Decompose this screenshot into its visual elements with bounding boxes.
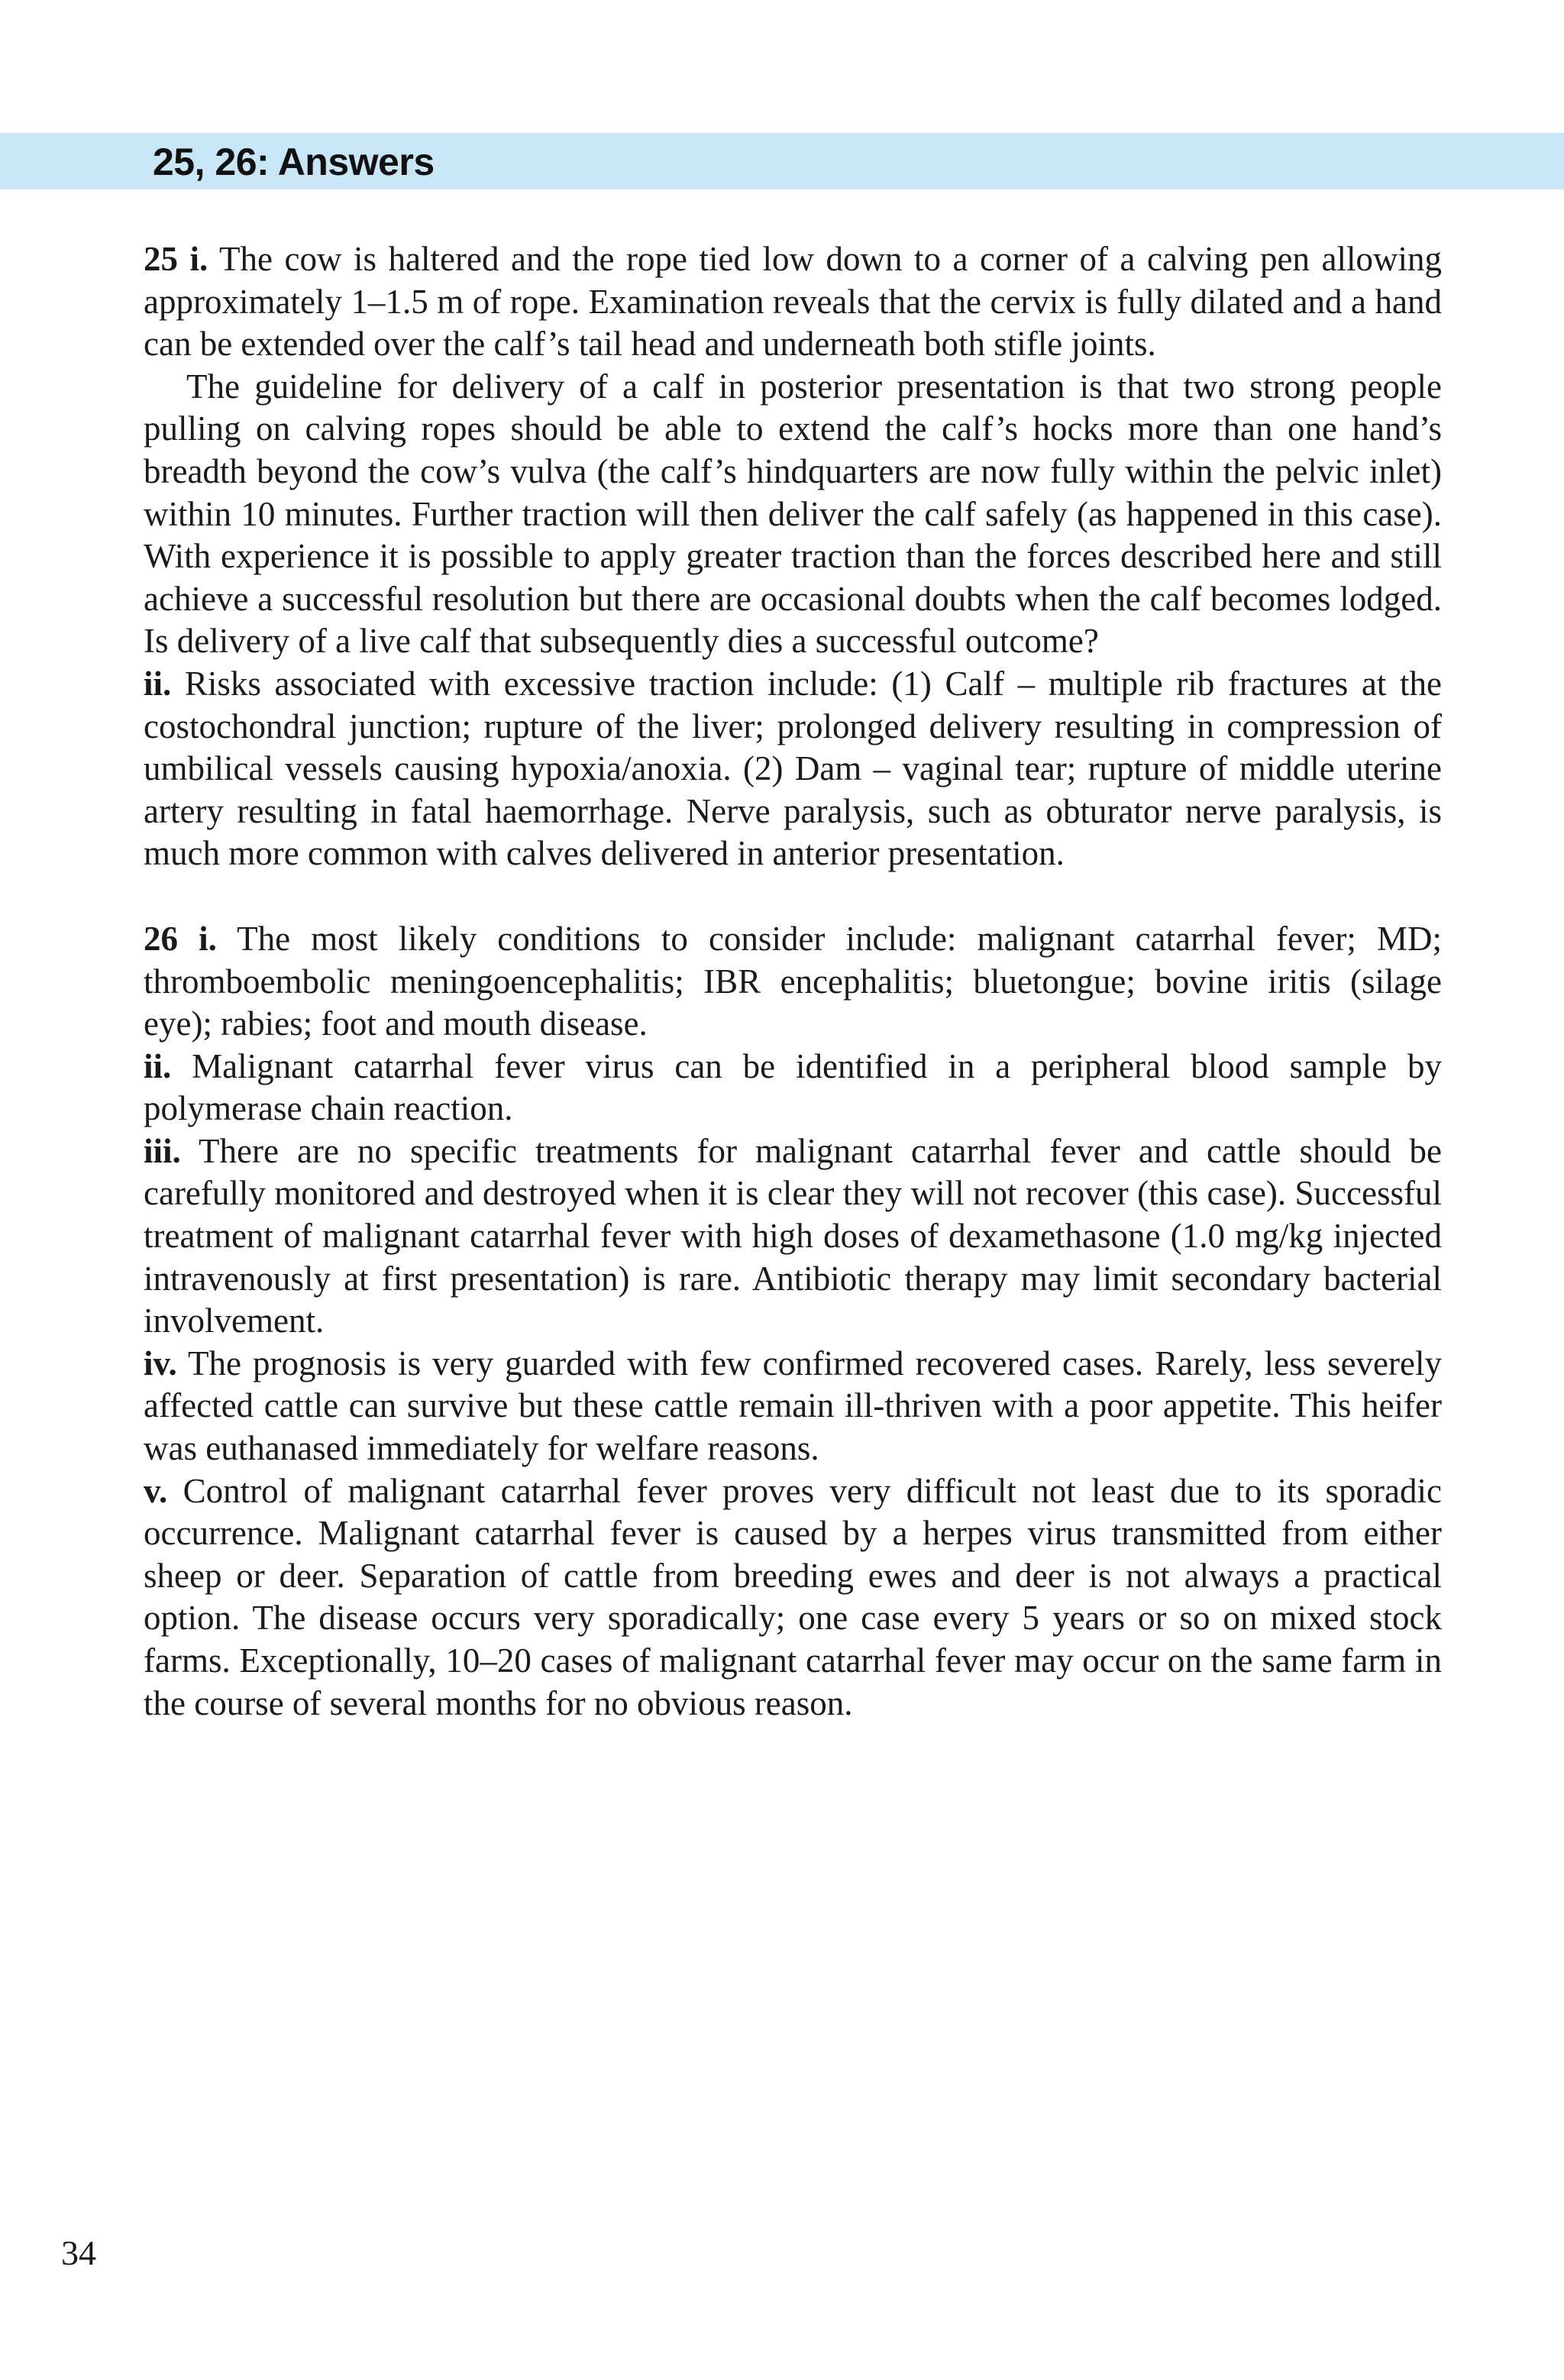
- answer-label: v.: [144, 1471, 168, 1510]
- answer-text: There are no specific treatments for malignant catarrhal fever and cattle should be carefully monitored and destroyed when it is clear they will not recover (this case). Successful treatment of malignant catarrhal fever with high doses of dexamethasone (1.0 mg/kg injected intravenously at first presentation) is rare. Antibiotic therapy may limit secondary bacterial involvement.: [144, 1131, 1442, 1340]
- answer-label: iv.: [144, 1344, 177, 1382]
- answer-text: The prognosis is very guarded with few confirmed recovered cases. Rarely, less severely affected cattle can survive but these cattle remain ill-thriven with a poor appetite. This heifer was euthanased immediately for welfare reasons.: [144, 1344, 1442, 1468]
- answer-26-i: [144, 918, 1442, 1046]
- answer-text: Malignant catarrhal fever virus can be identified in a peripheral blood sample by polymerase chain reaction.: [144, 1046, 1442, 1128]
- section-spacer: [144, 875, 1442, 918]
- answer-text: Risks associated with excessive traction include: (1) Calf – multiple rib fractures at the costochondral junction; rupture of the liver; prolonged delivery resulting in compression of umbilical vessels causing hypoxia/anoxia. (2) Dam – vaginal tear; rupture of middle uterine artery resulting in fatal haemorrhage. Nerve paralysis, such as obturator nerve paralysis, is much more common with calves delivered in anterior presentation.: [144, 664, 1442, 873]
- answer-25-i-continued: [144, 366, 1442, 663]
- answer-label: 26 i.: [144, 919, 217, 958]
- answer-26-iv: [144, 1343, 1442, 1470]
- answers-content: [144, 238, 1442, 1725]
- answer-label: ii.: [144, 664, 172, 703]
- answer-25-ii: [144, 663, 1442, 875]
- answer-label: 25 i.: [144, 240, 208, 278]
- answer-text: The guideline for delivery of a calf in posterior presentation is that two strong people pulling on calving ropes should be able to extend the calf’s hocks more than one hand’s breadth beyond the cow’s vulva (the calf’s hindquarters are now fully within the pelvic inlet) within 10 minutes. Further traction will then deliver the calf safely (as happened in this case). With experience it is possible to apply greater traction than the forces described here and still achieve a successful resolution but there are occasional doubts when the calf becomes lodged. Is delivery of a live calf that subsequently dies a successful outcome?: [144, 367, 1442, 661]
- page-number: 34: [61, 2233, 96, 2272]
- answer-label: ii.: [144, 1046, 172, 1085]
- answer-text: The cow is haltered and the rope tied low down to a corner of a calving pen allowing approximately 1–1.5 m of rope. Examination reveals that the cervix is fully dilated and a hand can be extended over the calf’s tail head and underneath both stifle joints.: [144, 240, 1442, 364]
- answer-text: The most likely conditions to consider include: malignant catarrhal fever; MD; thromboembolic meningoencephalitis; IBR encephalitis; bluetongue; bovine iritis (silage eye); rabies; foot and mouth disease.: [144, 919, 1442, 1043]
- answer-26-ii: [144, 1046, 1442, 1130]
- answer-25-i: [144, 238, 1442, 366]
- answer-text: Control of malignant catarrhal fever proves very difficult not least due to its sporadic occurrence. Malignant catarrhal fever is caused by a herpes virus transmitted from either sheep or deer. Separation of cattle from breeding ewes and deer is not always a practical option. The disease occurs very sporadically; one case every 5 years or so on mixed stock farms. Exceptionally, 10–20 cases of malignant catarrhal fever may occur on the same farm in the course of several months for no obvious reason.: [144, 1471, 1442, 1722]
- answer-26-v: [144, 1470, 1442, 1725]
- answer-label: iii.: [144, 1131, 181, 1170]
- answer-26-iii: [144, 1130, 1442, 1343]
- page-title: 25, 26: Answers: [153, 141, 435, 183]
